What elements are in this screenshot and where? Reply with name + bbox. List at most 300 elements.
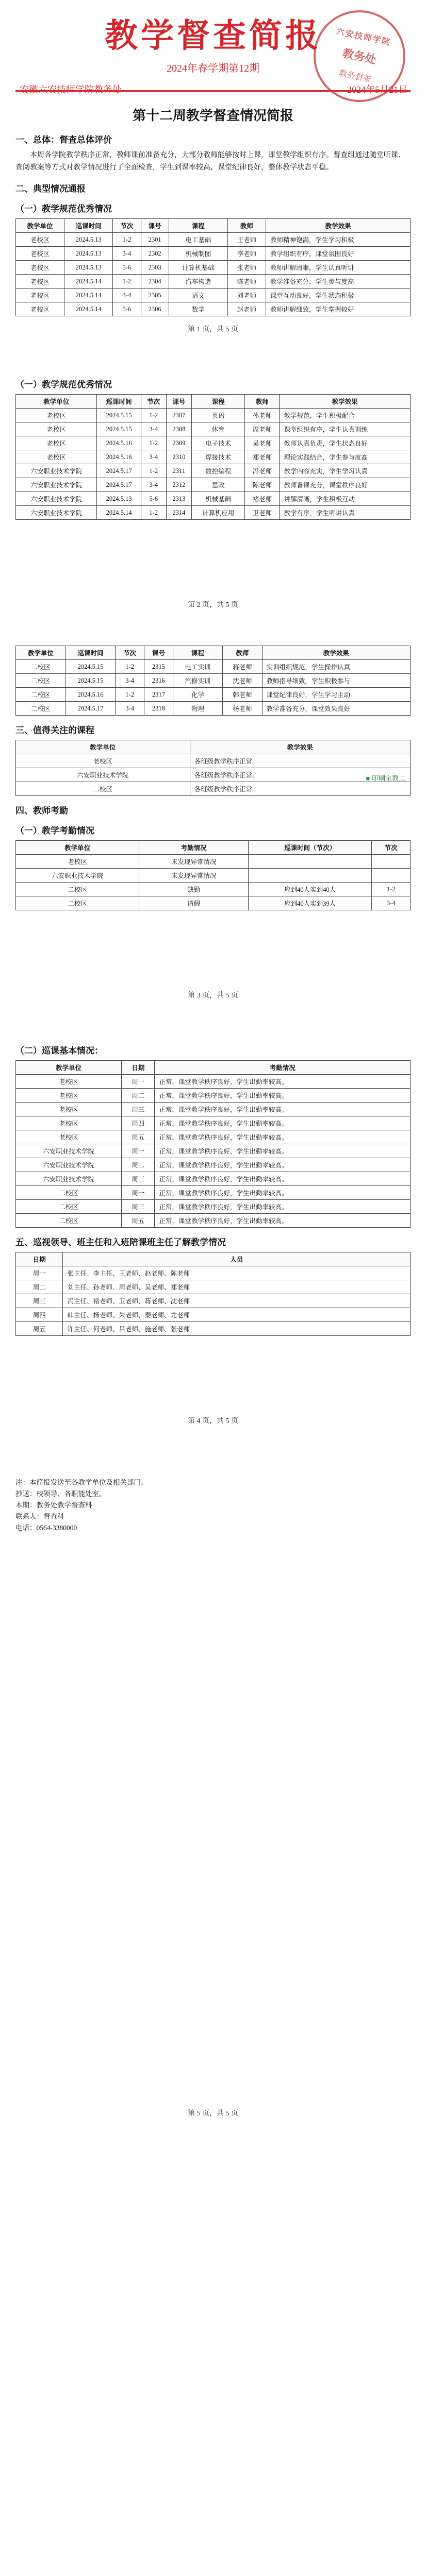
- table-cell: 正常，课堂教学秩序良好，学生出勤率较高。: [155, 1130, 411, 1144]
- table-cell: 二校区: [16, 688, 66, 702]
- table-cell: 张主任、李主任、王老师、赵老师、陈老师: [63, 1266, 411, 1280]
- table-cell: 体育: [191, 422, 244, 436]
- table-cell: 教学准备充分，课堂效果良好: [262, 702, 411, 716]
- table-row: [16, 768, 411, 782]
- table-cell: 教学内容充实，学生学习认真: [280, 464, 411, 478]
- table-cell: 张老师: [227, 261, 266, 275]
- table-cell: 2024.5.14: [64, 275, 113, 289]
- column-header: 教师: [245, 395, 280, 409]
- table-cell: 3-4: [372, 896, 411, 910]
- table-row: [16, 233, 411, 247]
- table-header-row: [16, 1061, 411, 1075]
- table-cell: 各班级教学秩序正常。: [190, 754, 410, 768]
- table-row: [16, 896, 411, 910]
- table-cell: 2024.5.16: [97, 450, 141, 464]
- table-cell: 3-4: [141, 478, 166, 492]
- table-cell: 焊接技术: [191, 450, 244, 464]
- table-cell: 5-6: [141, 492, 166, 506]
- table-row: [16, 1158, 411, 1172]
- section4b-subtitle: （二）巡课基本情况：: [15, 1046, 103, 1056]
- column-header: 考勤情况: [155, 1061, 411, 1075]
- table-row: [16, 1280, 411, 1294]
- table-row: [16, 1322, 411, 1336]
- table-cell: 电工基础: [169, 233, 227, 247]
- table-cell: 3-4: [116, 674, 144, 688]
- table-header-row: [16, 841, 411, 855]
- excellent-table-1: [15, 218, 411, 316]
- report-sheet: [15, 0, 411, 2118]
- column-header: 节次: [141, 395, 166, 409]
- table-row: [16, 422, 411, 436]
- table-row: [16, 302, 411, 316]
- table-cell: 教师讲解细致，学生掌握较好: [266, 302, 411, 316]
- column-header: 日期: [16, 1252, 63, 1266]
- table-row: [16, 1266, 411, 1280]
- page-number: 第 5 页，共 5 页: [188, 2110, 238, 2117]
- column-header: 课号: [166, 395, 191, 409]
- table-cell: 老校区: [16, 275, 64, 289]
- column-header: 教学单位: [16, 1061, 122, 1075]
- column-header: 教学效果: [266, 219, 411, 233]
- table-cell: 正常，课堂教学秩序良好，学生出勤率较高。: [155, 1200, 411, 1214]
- table-row: [16, 855, 411, 869]
- table-cell: 应到40人实到40人: [249, 883, 372, 896]
- table-cell: 周四: [122, 1116, 155, 1130]
- table-cell: 2305: [141, 289, 169, 302]
- table-cell: 语文: [169, 289, 227, 302]
- table-cell: 教师指导细致，学生积极参与: [262, 674, 411, 688]
- table-cell: 2024.5.17: [97, 478, 141, 492]
- column-header: 课程: [169, 219, 227, 233]
- table-cell: 周四: [16, 1308, 63, 1322]
- table-cell: [372, 855, 411, 869]
- table-row: [16, 450, 411, 464]
- table-cell: 老校区: [16, 754, 190, 768]
- table-cell: 理论实践结合，学生参与度高: [280, 450, 411, 464]
- table-cell: 讲解清晰，学生积极互动: [280, 492, 411, 506]
- table-cell: 2024.5.14: [97, 506, 141, 520]
- table-cell: 课堂纪律良好，学生学习主动: [262, 688, 411, 702]
- attendance-table: [15, 840, 411, 910]
- section3-title: 三、值得关注的课程: [15, 725, 94, 735]
- section5-title: 五、巡视领导、班主任和入班陪课班主任了解教学情况: [15, 1238, 226, 1247]
- table-cell: 六安职业技术学院: [16, 506, 97, 520]
- table-cell: 教师认真负责，学生状态良好: [280, 436, 411, 450]
- table-row: [16, 275, 411, 289]
- table-cell: 周五: [122, 1214, 155, 1228]
- section1-title: 一、总体：督查总体评价: [15, 135, 112, 145]
- table-cell: 正常，课堂教学秩序良好，学生出勤率较高。: [155, 1116, 411, 1130]
- table-cell: 杨老师: [223, 702, 262, 716]
- table-cell: 韩老师: [223, 688, 262, 702]
- report-masthead: 教学督查简报: [105, 17, 321, 54]
- table-cell: 正常，课堂教学秩序良好，学生出勤率较高。: [155, 1186, 411, 1200]
- table-cell: 缺勤: [139, 883, 249, 896]
- table-row: [16, 436, 411, 450]
- table-cell: [372, 869, 411, 883]
- table-cell: 教师备课充分，课堂秩序良好: [280, 478, 411, 492]
- table-cell: 物理: [173, 702, 223, 716]
- column-header: 教学单位: [16, 395, 97, 409]
- table-cell: 2024.5.13: [64, 233, 113, 247]
- table-row: [16, 1089, 411, 1103]
- table-cell: 1-2: [141, 436, 166, 450]
- table-row: [16, 1130, 411, 1144]
- table-cell: 2311: [166, 464, 191, 478]
- table-row: [16, 660, 411, 674]
- table-cell: 老校区: [16, 1116, 122, 1130]
- column-header: 教学单位: [16, 646, 66, 660]
- table-cell: 2024.5.17: [65, 702, 116, 716]
- table-cell: 2310: [166, 450, 191, 464]
- table-cell: 2312: [166, 478, 191, 492]
- table-cell: 李老师: [227, 247, 266, 261]
- logo: ■ 印刷宝教工: [366, 773, 405, 783]
- table-cell: 电子技术: [191, 436, 244, 450]
- table-cell: 冯老师: [245, 464, 280, 478]
- table-cell: 二校区: [16, 702, 66, 716]
- table-cell: 2301: [141, 233, 169, 247]
- table-row: [16, 1103, 411, 1116]
- table-header-row: [16, 1252, 411, 1266]
- table-cell: 陈老师: [245, 478, 280, 492]
- table-cell: 正常，课堂教学秩序良好，学生出勤率较高。: [155, 1214, 411, 1228]
- table-cell: 二校区: [16, 1214, 122, 1228]
- table-cell: 2309: [166, 436, 191, 450]
- report-title: 第十二周教学督查情况简报: [132, 108, 293, 123]
- table-row: [16, 247, 411, 261]
- table-cell: 老校区: [16, 261, 64, 275]
- section4-subtitle: （一）教学考勤情况: [15, 826, 94, 836]
- table-cell: 六安职业技术学院: [16, 1158, 122, 1172]
- table-cell: 六安职业技术学院: [16, 464, 97, 478]
- table-cell: 周二: [122, 1158, 155, 1172]
- table-cell: 老校区: [16, 1089, 122, 1103]
- column-header: 教师: [227, 219, 266, 233]
- table-cell: 2304: [141, 275, 169, 289]
- report-issue: 2024年春学期第12期: [167, 63, 259, 74]
- official-seal: 六安技师学院 教务处 教务督查: [305, 2, 414, 110]
- section2-title: 二、典型情况通报: [15, 184, 86, 194]
- table-row: [16, 1308, 411, 1322]
- table-cell: 计算机基础: [169, 261, 227, 275]
- column-header: 教学效果: [280, 395, 411, 409]
- table-cell: 未发现异常情况: [139, 869, 249, 883]
- table-cell: 2317: [144, 688, 173, 702]
- table-header-row: [16, 395, 411, 409]
- table-cell: 1-2: [372, 883, 411, 896]
- column-header: 节次: [113, 219, 141, 233]
- table-cell: 各班级教学秩序正常。: [190, 768, 410, 782]
- table-cell: 吴老师: [245, 436, 280, 450]
- table-cell: 许主任、何老师、吕老师、施老师、张老师: [63, 1322, 411, 1336]
- table-cell: 教师精神饱满，学生学习积极: [266, 233, 411, 247]
- table-cell: 2302: [141, 247, 169, 261]
- table-cell: 刘主任、孙老师、周老师、吴老师、郑老师: [63, 1280, 411, 1294]
- table-cell: 周一: [122, 1144, 155, 1158]
- table-cell: [249, 855, 372, 869]
- column-header: 课号: [141, 219, 169, 233]
- table-cell: 六安职业技术学院: [16, 869, 139, 883]
- table-cell: 2024.5.15: [65, 674, 116, 688]
- table-cell: 赵老师: [227, 302, 266, 316]
- section2-subtitle: （一）教学规范优秀情况: [15, 204, 112, 214]
- column-header: 日期: [122, 1061, 155, 1075]
- table-row: [16, 1294, 411, 1308]
- table-cell: 周五: [122, 1130, 155, 1144]
- excellent-table-3: [15, 646, 411, 716]
- table-row: [16, 492, 411, 506]
- table-row: [16, 1116, 411, 1130]
- table-cell: 周三: [122, 1172, 155, 1186]
- table-cell: 二校区: [16, 1200, 122, 1214]
- table-cell: 2313: [166, 492, 191, 506]
- table-cell: 3-4: [141, 422, 166, 436]
- table-row: [16, 674, 411, 688]
- table-row: [16, 1214, 411, 1228]
- table-cell: 2316: [144, 674, 173, 688]
- table-cell: 化学: [173, 688, 223, 702]
- table-cell: 陈老师: [227, 275, 266, 289]
- table-cell: 老校区: [16, 855, 139, 869]
- table-cell: 周三: [16, 1294, 63, 1308]
- table-cell: 数控编程: [191, 464, 244, 478]
- table-cell: 2024.5.15: [97, 422, 141, 436]
- table-cell: 周五: [16, 1322, 63, 1336]
- table-row: [16, 1075, 411, 1089]
- column-header: 教师: [223, 646, 262, 660]
- table-cell: 周三: [122, 1200, 155, 1214]
- table-cell: 六安职业技术学院: [16, 1172, 122, 1186]
- table-header-row: [16, 646, 411, 660]
- page-number: 第 3 页，共 5 页: [188, 992, 238, 999]
- page-number: 第 1 页，共 5 页: [188, 326, 238, 333]
- table-header-row: [16, 219, 411, 233]
- table-cell: 教学规范，学生积极配合: [280, 409, 411, 422]
- table-row: [16, 883, 411, 896]
- table-cell: 2303: [141, 261, 169, 275]
- table-cell: 六安职业技术学院: [16, 492, 97, 506]
- table-cell: 各班级教学秩序正常。: [190, 782, 410, 796]
- table-cell: 冯主任、褚老师、卫老师、蒋老师、沈老师: [63, 1294, 411, 1308]
- table-cell: 2306: [141, 302, 169, 316]
- table-row: [16, 464, 411, 478]
- table-cell: 周二: [122, 1089, 155, 1103]
- table-cell: 郑老师: [245, 450, 280, 464]
- table-row: [16, 782, 411, 796]
- table-row: [16, 289, 411, 302]
- table-cell: 二校区: [16, 1186, 122, 1200]
- page-number: 第 4 页，共 5 页: [188, 1417, 238, 1425]
- table-cell: 2024.5.16: [97, 436, 141, 450]
- table-cell: 1-2: [141, 409, 166, 422]
- table-cell: 周二: [16, 1280, 63, 1294]
- table-cell: 2308: [166, 422, 191, 436]
- table-cell: 老校区: [16, 247, 64, 261]
- table-cell: 2024.5.14: [64, 289, 113, 302]
- distribution-notes: 注：本简报发送至各教学单位及相关部门。 抄送：校领导、各职能处室。 本期：教务处教学督查科 联系人：督查科 电话：0564-3380000: [15, 1479, 148, 1532]
- section1-para: 本周各学院教学秩序正常，教师课前准备充分，大部分教师能够按时上课，课堂教学组织有序。督查组通过随堂听课、查阅教案等方式对教学情况进行了全面检查，学生到课率较高，课堂纪律良好，整体教学状态平稳。: [15, 151, 405, 172]
- table-cell: 2024.5.15: [97, 409, 141, 422]
- table-cell: 3-4: [116, 702, 144, 716]
- table-cell: 老校区: [16, 422, 97, 436]
- table-cell: 2024.5.13: [64, 247, 113, 261]
- table-cell: 2024.5.16: [65, 688, 116, 702]
- table-cell: 5-6: [113, 261, 141, 275]
- table-cell: 机械制图: [169, 247, 227, 261]
- table-row: [16, 261, 411, 275]
- excellent-table-2: [15, 394, 411, 520]
- column-header: 巡课时间（节次）: [249, 841, 372, 855]
- table-cell: 教学准备充分，学生参与度高: [266, 275, 411, 289]
- table-cell: 英语: [191, 409, 244, 422]
- table-cell: 正常，课堂教学秩序良好，学生出勤率较高。: [155, 1144, 411, 1158]
- table-cell: 汽车构造: [169, 275, 227, 289]
- column-header: 教学单位: [16, 841, 139, 855]
- table-cell: 2318: [144, 702, 173, 716]
- table-cell: 老校区: [16, 233, 64, 247]
- table-cell: 应到40人实到39人: [249, 896, 372, 910]
- table-row: [16, 1172, 411, 1186]
- table-cell: 课堂组织有序，学生认真训练: [280, 422, 411, 436]
- table-cell: 老校区: [16, 1130, 122, 1144]
- table-cell: 老校区: [16, 289, 64, 302]
- column-header: 教学效果: [190, 740, 410, 754]
- table-cell: 2314: [166, 506, 191, 520]
- table-cell: 1-2: [116, 660, 144, 674]
- table-cell: 思政: [191, 478, 244, 492]
- table-cell: 卫老师: [245, 506, 280, 520]
- table-row: [16, 409, 411, 422]
- table-cell: 正常，课堂教学秩序良好，学生出勤率较高。: [155, 1103, 411, 1116]
- table-cell: 课堂互动良好，学生状态积极: [266, 289, 411, 302]
- table-cell: 王老师: [227, 233, 266, 247]
- table-cell: 六安职业技术学院: [16, 1144, 122, 1158]
- leaders-table: [15, 1252, 411, 1336]
- issuing-org: 安徽六安技师学院教务处: [20, 84, 122, 95]
- table-cell: 六安职业技术学院: [16, 768, 190, 782]
- table-cell: 周三: [122, 1103, 155, 1116]
- table-cell: 刘老师: [227, 289, 266, 302]
- column-header: 教学单位: [16, 219, 64, 233]
- patrol-table: [15, 1060, 411, 1228]
- table-cell: 机械基础: [191, 492, 244, 506]
- table-cell: 2024.5.13: [97, 492, 141, 506]
- table-row: [16, 754, 411, 768]
- issue-date: 2024年5月21日: [347, 84, 407, 95]
- table-cell: [249, 869, 372, 883]
- table-cell: 计算机应用: [191, 506, 244, 520]
- table-cell: 汽修实训: [173, 674, 223, 688]
- table-cell: 孙老师: [245, 409, 280, 422]
- table-cell: 2307: [166, 409, 191, 422]
- table-cell: 六安职业技术学院: [16, 478, 97, 492]
- page-number: 第 2 页，共 5 页: [188, 601, 238, 609]
- column-header: 课号: [144, 646, 173, 660]
- column-header: 课程: [191, 395, 244, 409]
- table-row: [16, 1186, 411, 1200]
- table-cell: 周一: [122, 1075, 155, 1089]
- table-row: [16, 869, 411, 883]
- table-cell: 二校区: [16, 883, 139, 896]
- column-header: 节次: [116, 646, 144, 660]
- table-cell: 二校区: [16, 782, 190, 796]
- table-row: [16, 1200, 411, 1214]
- table-cell: 1-2: [113, 275, 141, 289]
- section4-title: 四、教师考勤: [15, 806, 68, 816]
- table-cell: 1-2: [141, 506, 166, 520]
- table-cell: 老校区: [16, 450, 97, 464]
- table-cell: 3-4: [113, 289, 141, 302]
- table-cell: 教学有序，学生听讲认真: [280, 506, 411, 520]
- table-cell: 3-4: [141, 450, 166, 464]
- column-header: 人员: [63, 1252, 411, 1266]
- table-cell: 周老师: [245, 422, 280, 436]
- table-cell: 教师讲解清晰，学生认真听讲: [266, 261, 411, 275]
- table-cell: 老校区: [16, 1103, 122, 1116]
- column-header: 教学单位: [16, 740, 190, 754]
- table-cell: 正常，课堂教学秩序良好，学生出勤率较高。: [155, 1075, 411, 1089]
- column-header: 节次: [372, 841, 411, 855]
- table-header-row: [16, 740, 411, 754]
- table-row: [16, 478, 411, 492]
- table-cell: 周一: [16, 1266, 63, 1280]
- table-row: [16, 1144, 411, 1158]
- table-cell: 未发现异常情况: [139, 855, 249, 869]
- table-cell: 正常，课堂教学秩序良好，学生出勤率较高。: [155, 1089, 411, 1103]
- table-cell: 老校区: [16, 409, 97, 422]
- table-cell: 1-2: [116, 688, 144, 702]
- table-cell: 韩主任、杨老师、朱老师、秦老师、尤老师: [63, 1308, 411, 1322]
- column-header: 巡课时间: [97, 395, 141, 409]
- table-cell: 沈老师: [223, 674, 262, 688]
- table-cell: 老校区: [16, 302, 64, 316]
- column-header: 巡课时间: [64, 219, 113, 233]
- table-cell: 3-4: [113, 247, 141, 261]
- table-cell: 2024.5.17: [97, 464, 141, 478]
- table-cell: 2315: [144, 660, 173, 674]
- table-cell: 教学组织有序，课堂氛围良好: [266, 247, 411, 261]
- section2-subtitle-2: （一）教学规范优秀情况: [15, 380, 112, 389]
- table-cell: 2024.5.13: [64, 261, 113, 275]
- column-header: 课程: [173, 646, 223, 660]
- column-header: 考勤情况: [139, 841, 249, 855]
- table-cell: 5-6: [113, 302, 141, 316]
- table-cell: 电工实训: [173, 660, 223, 674]
- table-row: [16, 506, 411, 520]
- table-cell: 1-2: [141, 464, 166, 478]
- table-cell: 数学: [169, 302, 227, 316]
- attention-table: [15, 740, 411, 796]
- table-cell: 实训组织规范，学生操作认真: [262, 660, 411, 674]
- column-header: 教学效果: [262, 646, 411, 660]
- table-cell: 褚老师: [245, 492, 280, 506]
- table-cell: 正常，课堂教学秩序良好，学生出勤率较高。: [155, 1158, 411, 1172]
- table-cell: 2024.5.15: [65, 660, 116, 674]
- table-row: [16, 702, 411, 716]
- table-row: [16, 688, 411, 702]
- table-cell: 请假: [139, 896, 249, 910]
- table-cell: 老校区: [16, 436, 97, 450]
- table-cell: 二校区: [16, 660, 66, 674]
- table-cell: 老校区: [16, 1075, 122, 1089]
- table-cell: 二校区: [16, 674, 66, 688]
- table-cell: 二校区: [16, 896, 139, 910]
- column-header: 巡课时间: [65, 646, 116, 660]
- table-cell: 2024.5.14: [64, 302, 113, 316]
- table-cell: 蒋老师: [223, 660, 262, 674]
- table-cell: 周一: [122, 1186, 155, 1200]
